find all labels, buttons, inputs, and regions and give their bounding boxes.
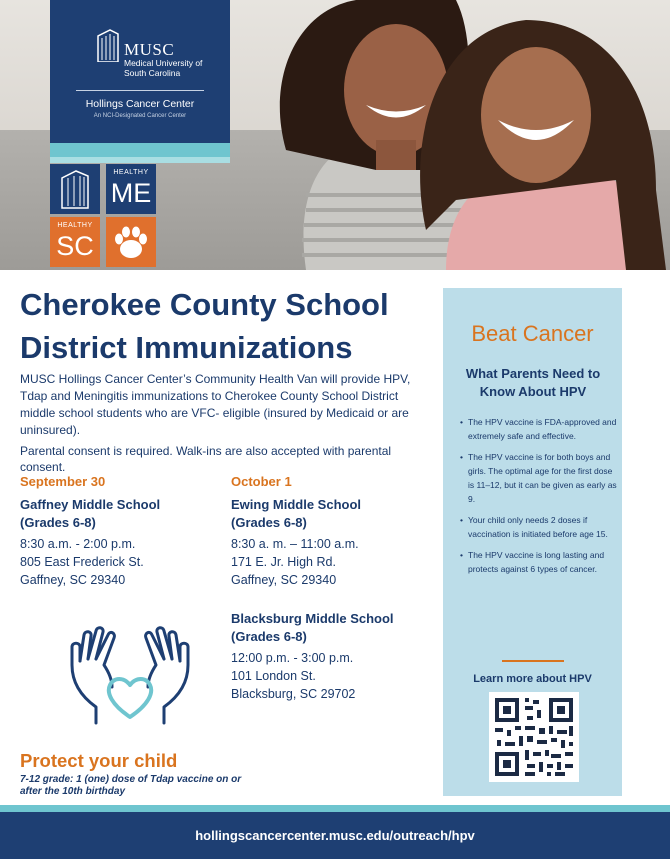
list-item: • Your child only needs 2 doses if vaccination is initiated before age 15. xyxy=(451,513,617,541)
list-item: • The HPV vaccine is FDA-approved and extremely safe and effective. xyxy=(451,415,617,443)
qr-code-icon xyxy=(489,692,579,782)
footer-url-link[interactable]: hollingscancercenter.musc.edu/outreach/hpv xyxy=(195,828,475,843)
consent-note: Parental consent is required. Walk-ins are also accepted with parental consent. xyxy=(20,444,392,474)
center-name: Hollings Cancer Center xyxy=(85,98,195,110)
event-school: Gaffney Middle School xyxy=(20,497,161,512)
building-logo-icon xyxy=(96,28,120,62)
tile-sc-big-label: SC xyxy=(56,231,94,261)
event-grades: (Grades 6-8) xyxy=(231,515,307,530)
list-item: • The HPV vaccine is for both boys and girls. The optimal age for the first dose is 11–12, but it can be given as early as 9. xyxy=(451,450,617,506)
hpv-sidebar xyxy=(443,288,622,796)
sidebar-title: Beat Cancer xyxy=(471,321,594,346)
event-street: 101 London St. xyxy=(231,669,316,683)
event-city: Gaffney, SC 29340 xyxy=(20,573,126,587)
tile-me-small-label: HEALTHY xyxy=(113,169,149,176)
hero-photo xyxy=(236,0,670,270)
qr-code[interactable] xyxy=(489,692,579,782)
protect-heading: Protect your child xyxy=(20,750,178,771)
page-title: Cherokee County School District Immunizations xyxy=(20,287,389,365)
list-item: • The HPV vaccine is long lasting and protects against 6 types of cancer. xyxy=(451,548,617,576)
tile-healthy-sc xyxy=(50,217,100,267)
tile-building xyxy=(50,164,100,214)
teal-strip xyxy=(50,143,230,157)
nci-designation: An NCI-Designated Cancer Center xyxy=(93,113,187,119)
event-street: 805 East Frederick St. xyxy=(20,555,144,569)
footer-teal-strip xyxy=(0,805,670,812)
teal-strip-light xyxy=(50,157,230,163)
org-full-name: Medical University of South Carolina xyxy=(124,58,203,78)
tile-paw xyxy=(106,217,156,267)
tile-healthy-me xyxy=(106,164,156,214)
sidebar-subtitle: What Parents Need to Know About HPV xyxy=(465,366,601,399)
hpv-facts-list xyxy=(451,415,617,583)
sidebar-divider xyxy=(502,660,564,662)
intro-paragraph: MUSC Hollings Cancer Center’s Community Health Van will provide HPV, Tdap and Meningitis immunizations to Cherokee County School District middle school students who are VFC- eligible (insured by Medicaid or are uninsured). xyxy=(20,372,411,437)
hands-heart-icon xyxy=(60,625,200,730)
event-city: Gaffney, SC 29340 xyxy=(231,573,337,587)
tile-me-big-label: ME xyxy=(110,178,152,208)
event-school: Blacksburg Middle School xyxy=(231,611,394,626)
event-time: 12:00 p.m. - 3:00 p.m. xyxy=(231,651,354,665)
event-school: Ewing Middle School xyxy=(231,497,361,512)
event-date: October 1 xyxy=(231,474,292,489)
event-street: 171 E. Jr. High Rd. xyxy=(231,555,336,569)
protect-note: 7-12 grade: 1 (one) dose of Tdap vaccine on or after the 10th birthday xyxy=(20,774,242,797)
event-city: Blacksburg, SC 29702 xyxy=(231,687,356,701)
event-grades: (Grades 6-8) xyxy=(20,515,96,530)
learn-more-label: Learn more about HPV xyxy=(473,673,592,685)
event-date: September 30 xyxy=(20,474,106,489)
footer-bar xyxy=(0,812,670,859)
org-name: MUSC xyxy=(124,40,175,59)
event-time: 8:30 a. m. – 11:00 a.m. xyxy=(231,537,359,551)
musc-logo-panel xyxy=(50,0,230,143)
hero-banner xyxy=(0,0,670,270)
paw-icon xyxy=(106,217,156,267)
building-tile-icon xyxy=(50,164,100,214)
event-time: 8:30 a.m. - 2:00 p.m. xyxy=(20,537,136,551)
tile-sc-small-label: HEALTHY xyxy=(57,222,93,229)
logo-divider xyxy=(76,90,204,91)
event-grades: (Grades 6-8) xyxy=(231,629,307,644)
